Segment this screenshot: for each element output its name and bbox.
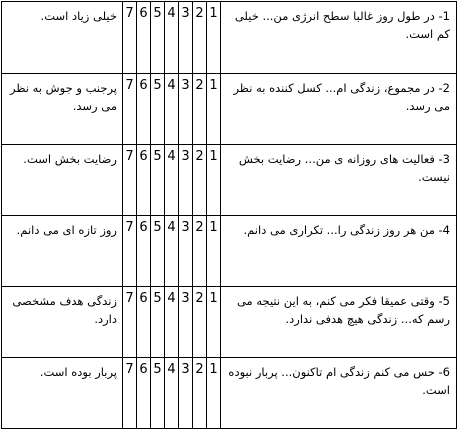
scale-option-6[interactable]: 6 [137, 358, 151, 429]
scale-option-5[interactable]: 5 [151, 358, 165, 429]
scale-option-2[interactable]: 2 [193, 2, 207, 74]
likert-scale-table [1, 1, 457, 429]
scale-option-3[interactable]: 3 [179, 216, 193, 287]
item-anchor [2, 2, 123, 74]
item-row-1 [2, 2, 457, 74]
item-anchor-text: روز تازه ای می دانم. [16, 223, 117, 237]
item-anchor [2, 216, 123, 287]
item-anchor-text: رضایت بخش است. [23, 152, 117, 166]
item-anchor-text: زندگی هدف مشخصی دارد. [12, 294, 117, 326]
scale-option-2[interactable]: 2 [193, 287, 207, 358]
item-statement [221, 216, 457, 287]
item-anchor-text: خیلی زیاد است. [40, 9, 117, 23]
scale-option-4[interactable]: 4 [165, 216, 179, 287]
item-statement-text: 6- حس می کنم زندگی ام تاکنون... پربار نبوده است. [228, 365, 450, 397]
item-anchor [2, 74, 123, 145]
scale-option-7[interactable]: 7 [123, 2, 137, 74]
item-row-3 [2, 145, 457, 216]
scale-option-5[interactable]: 5 [151, 74, 165, 145]
scale-option-5[interactable]: 5 [151, 216, 165, 287]
scale-option-6[interactable]: 6 [137, 145, 151, 216]
item-anchor [2, 145, 123, 216]
scale-option-3[interactable]: 3 [179, 145, 193, 216]
scale-option-6[interactable]: 6 [137, 216, 151, 287]
item-statement-text: 1- در طول روز غالبا سطح انرژی من... خیلی کم است. [234, 9, 450, 41]
item-statement [221, 74, 457, 145]
scale-option-3[interactable]: 3 [179, 74, 193, 145]
scale-option-7[interactable]: 7 [123, 358, 137, 429]
scale-option-3[interactable]: 3 [179, 287, 193, 358]
scale-option-1[interactable]: 1 [207, 216, 221, 287]
scale-option-7[interactable]: 7 [123, 74, 137, 145]
scale-option-3[interactable]: 3 [179, 2, 193, 74]
scale-option-2[interactable]: 2 [193, 358, 207, 429]
item-statement-text: 5- وقتی عمیقا فکر می کنم، به این نتیجه می رسم که... زندگی هیچ هدفی ندارد. [236, 294, 450, 326]
scale-option-4[interactable]: 4 [165, 287, 179, 358]
scale-option-7[interactable]: 7 [123, 216, 137, 287]
item-statement [221, 287, 457, 358]
scale-option-2[interactable]: 2 [193, 145, 207, 216]
scale-option-5[interactable]: 5 [151, 2, 165, 74]
item-row-6 [2, 358, 457, 429]
item-anchor-text: پرجنب و جوش به نظر می رسد. [9, 81, 117, 113]
scale-option-1[interactable]: 1 [207, 287, 221, 358]
scale-option-5[interactable]: 5 [151, 145, 165, 216]
scale-option-3[interactable]: 3 [179, 358, 193, 429]
scale-option-4[interactable]: 4 [165, 358, 179, 429]
item-statement [221, 2, 457, 74]
item-anchor-text: پربار بوده است. [39, 365, 117, 379]
scale-option-6[interactable]: 6 [137, 74, 151, 145]
scale-option-5[interactable]: 5 [151, 287, 165, 358]
scale-option-2[interactable]: 2 [193, 216, 207, 287]
item-anchor [2, 358, 123, 429]
scale-option-4[interactable]: 4 [165, 2, 179, 74]
item-row-4 [2, 216, 457, 287]
scale-option-2[interactable]: 2 [193, 74, 207, 145]
scale-option-4[interactable]: 4 [165, 145, 179, 216]
item-row-2 [2, 74, 457, 145]
item-statement [221, 145, 457, 216]
scale-option-1[interactable]: 1 [207, 145, 221, 216]
scale-option-1[interactable]: 1 [207, 74, 221, 145]
scale-option-4[interactable]: 4 [165, 74, 179, 145]
item-row-5 [2, 287, 457, 358]
scale-option-1[interactable]: 1 [207, 2, 221, 74]
scale-option-6[interactable]: 6 [137, 2, 151, 74]
item-anchor [2, 287, 123, 358]
item-statement-text: 3- فعالیت های روزانه ی من... رضایت بخش نیست. [238, 152, 450, 184]
scale-option-1[interactable]: 1 [207, 358, 221, 429]
item-statement-text: 4- من هر روز زندگی را... تکراری می دانم. [243, 223, 450, 237]
scale-option-6[interactable]: 6 [137, 287, 151, 358]
scale-option-7[interactable]: 7 [123, 287, 137, 358]
scale-option-7[interactable]: 7 [123, 145, 137, 216]
item-statement-text: 2- در مجموع، زندگی ام... کسل کننده به نظر می رسد. [233, 81, 450, 113]
item-statement [221, 358, 457, 429]
